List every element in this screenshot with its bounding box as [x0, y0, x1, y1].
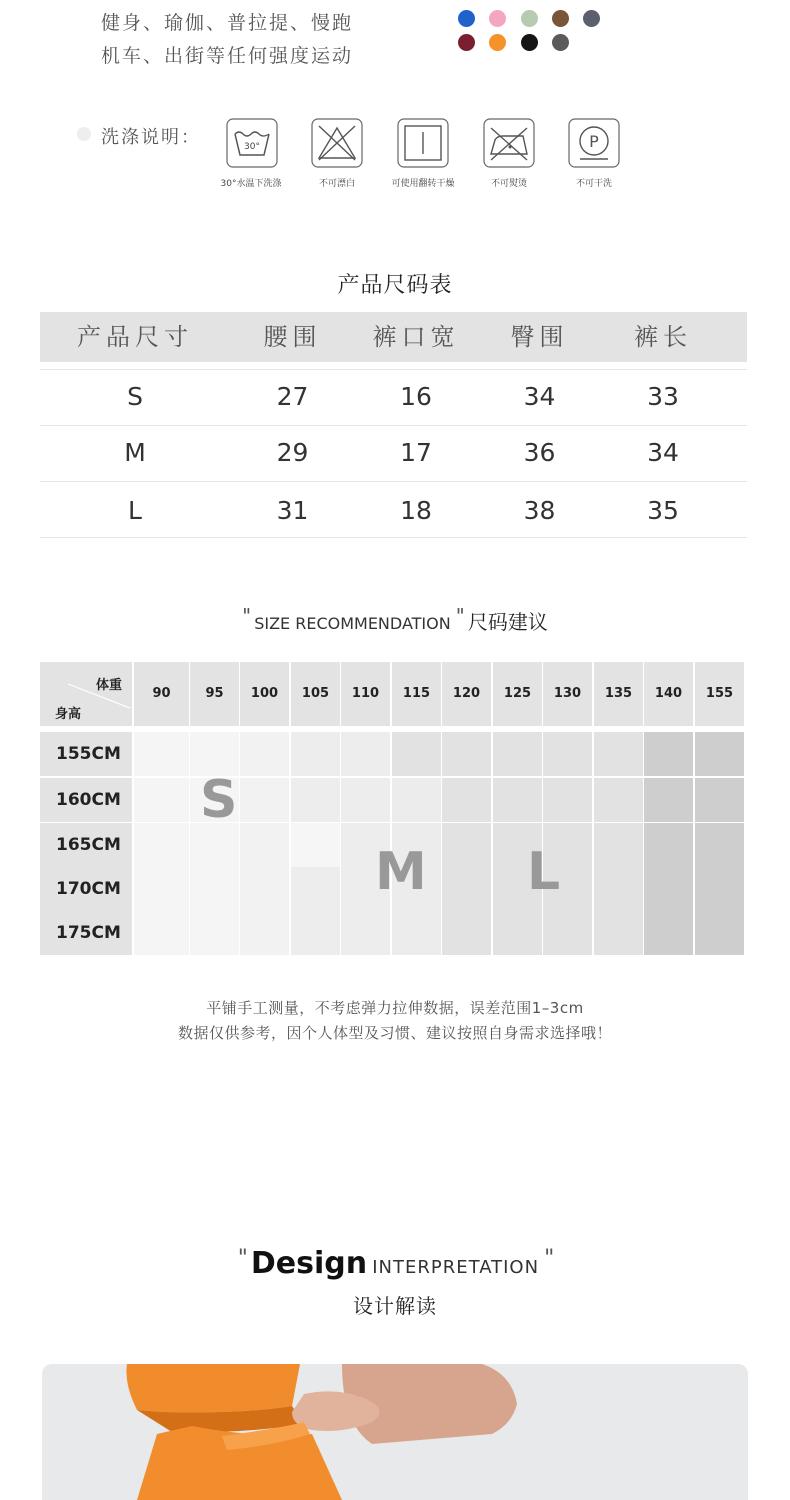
grid-cell: [644, 911, 693, 955]
length-cell: 33: [647, 382, 679, 411]
height-label: 170CM: [56, 879, 121, 899]
color-swatch-orange[interactable]: [489, 34, 506, 51]
grid-cell: [134, 867, 189, 911]
grid-cell: [695, 823, 744, 867]
grid-cell: [594, 823, 643, 867]
wash-caption-no-dry-clean: 不可干洗: [575, 179, 612, 189]
grid-cell: [594, 778, 643, 822]
size-table-title: 产品尺码表: [337, 273, 453, 298]
rec-title-cn: 尺码建议: [467, 610, 548, 634]
length-cell: 35: [647, 496, 679, 525]
grid-cell: [644, 778, 693, 822]
design-en: INTERPRETATION: [372, 1257, 540, 1278]
size-header-waist: 腰围: [263, 323, 322, 351]
size-table-header: [40, 312, 747, 362]
grid-cell: [695, 911, 744, 955]
no-dry-clean-icon: [568, 118, 620, 168]
grid-cell: [695, 867, 744, 911]
grid-cell: [134, 823, 189, 867]
grid-cell: [493, 732, 542, 776]
grid-cell: [134, 732, 189, 776]
color-swatch-burgundy[interactable]: [458, 34, 475, 51]
grid-cell: [291, 911, 340, 955]
table-row: [40, 483, 747, 539]
grid-cell: [493, 778, 542, 822]
note-line-2: 数据仅供参考，因个人体型及习惯、建议按照自身需求选择哦！: [177, 1024, 612, 1042]
rec-title-en: SIZE RECOMMENDATION: [254, 614, 451, 633]
size-header-product-size: 产品尺寸: [77, 323, 193, 351]
product-photo: [42, 1364, 748, 1500]
grid-cell: [190, 867, 239, 911]
grid-cell: [644, 823, 693, 867]
grid-cell: [442, 778, 491, 822]
weight-label: 90: [152, 686, 171, 701]
height-label: 165CM: [56, 835, 121, 855]
tumble-dry-icon: [397, 118, 449, 168]
size-recommendation-title: [0, 606, 790, 635]
weight-label: 140: [654, 686, 683, 701]
wash-caption-30: 30°水温下洗涤: [220, 179, 282, 189]
weight-label: 125: [503, 686, 532, 701]
waist-cell: 31: [276, 496, 309, 525]
size-table-divider: [40, 537, 747, 538]
dry-clean-symbol: P: [589, 132, 599, 151]
corner-diagonal: [40, 662, 132, 726]
waist-cell: 29: [276, 438, 309, 467]
weight-label: 100: [250, 686, 279, 701]
size-cell: S: [127, 382, 143, 411]
height-label: 160CM: [56, 790, 121, 810]
size-cell: M: [124, 438, 146, 467]
weight-label: 105: [301, 686, 330, 701]
grid-cell: [240, 732, 289, 776]
grid-cell: [644, 732, 693, 776]
grid-cell: [291, 778, 340, 822]
grid-cell: [392, 778, 441, 822]
wash-30-icon: [226, 118, 278, 168]
wash-temp: 30°: [244, 142, 260, 152]
wash-caption-no-bleach: 不可漂白: [318, 179, 355, 189]
grid-cell: [695, 732, 744, 776]
quote-close: '': [455, 604, 463, 628]
grid-cell: [594, 732, 643, 776]
quote-open: '': [242, 604, 250, 628]
wash-caption-tumble-dry: 可使用翻转干燥: [391, 179, 455, 189]
grid-cell: [291, 823, 340, 867]
grid-cell: [594, 867, 643, 911]
grid-cell: [341, 732, 390, 776]
grid-cell: [392, 732, 441, 776]
design-quote-close: '': [544, 1246, 553, 1271]
design-quote-open: '': [237, 1246, 246, 1271]
height-label: 175CM: [56, 923, 121, 943]
table-row: [40, 425, 747, 481]
grid-cell: [240, 823, 289, 867]
color-swatch-pink[interactable]: [489, 10, 506, 27]
size-table-divider: [40, 481, 747, 482]
size-header-hip: 臀围: [510, 323, 569, 351]
height-label: 155CM: [56, 744, 121, 764]
grid-cell: [695, 778, 744, 822]
length-cell: 34: [647, 438, 679, 467]
size-header-length: 裤长: [634, 323, 692, 351]
note-line-1: 平铺手工测量，不考虑弹力拉伸数据，误差范围1–3cm: [206, 999, 584, 1017]
size-zone-label: M: [375, 842, 427, 902]
weight-label: 95: [205, 686, 224, 701]
grid-cell: [644, 867, 693, 911]
hip-cell: 36: [523, 438, 556, 467]
weight-label: 135: [604, 686, 633, 701]
grid-cell: [291, 732, 340, 776]
size-recommendation-grid: [40, 662, 748, 959]
grid-cell: [240, 867, 289, 911]
color-swatch-black[interactable]: [521, 34, 538, 51]
hip-cell: 38: [523, 496, 556, 525]
grid-cell: [240, 778, 289, 822]
no-bleach-icon: [311, 118, 363, 168]
grid-cell: [442, 911, 491, 955]
size-zone-label: S: [200, 770, 238, 830]
design-subtitle-cn: 设计解读: [353, 1294, 437, 1318]
color-swatch-blue[interactable]: [458, 10, 475, 27]
grid-cell: [190, 911, 239, 955]
grid-cell: [341, 778, 390, 822]
corner-weight-label: 体重: [96, 678, 123, 693]
weight-label: 115: [402, 686, 431, 701]
model-image: [42, 1364, 748, 1500]
grid-cell: [543, 732, 592, 776]
corner-height-label: 身高: [55, 707, 82, 722]
grid-cell: [543, 778, 592, 822]
color-swatch-brown[interactable]: [552, 10, 569, 27]
grid-cell: [442, 823, 491, 867]
hip-cell: 34: [523, 382, 556, 411]
grid-cell: [493, 911, 542, 955]
hem-cell: 18: [400, 496, 432, 525]
grid-cell: [442, 732, 491, 776]
wash-label: 洗涤说明：: [101, 127, 201, 148]
color-swatch-grey[interactable]: [552, 34, 569, 51]
grid-cell: [291, 867, 340, 911]
grid-cell: [134, 911, 189, 955]
no-iron-icon: [483, 118, 535, 168]
weight-label: 130: [553, 686, 582, 701]
weight-label: 110: [351, 686, 380, 701]
size-zone-label: L: [527, 842, 561, 902]
grid-cell: [594, 911, 643, 955]
waist-cell: 27: [276, 382, 309, 411]
color-swatch-slate[interactable]: [583, 10, 600, 27]
grid-corner: [40, 662, 132, 726]
design-bold: Design: [250, 1246, 368, 1281]
size-cell: L: [128, 496, 142, 525]
grid-cell: [543, 911, 592, 955]
table-row: [40, 369, 747, 425]
weight-label: 120: [452, 686, 481, 701]
size-header-hem-width: 裤口宽: [372, 323, 460, 351]
hem-cell: 17: [400, 438, 432, 467]
grid-cell: [240, 911, 289, 955]
usage-line-2: 机车、出街等任何强度运动: [101, 45, 354, 67]
weight-label: 155: [705, 686, 734, 701]
wash-bullet: [77, 127, 91, 141]
design-title: [0, 1246, 790, 1281]
color-swatch-sage[interactable]: [521, 10, 538, 27]
grid-cell: [134, 778, 189, 822]
usage-line-1: 健身、瑜伽、普拉提、慢跑: [101, 12, 354, 34]
grid-cell: [442, 867, 491, 911]
hem-cell: 16: [400, 382, 432, 411]
grid-cell: [392, 911, 441, 955]
grid-cell: [341, 911, 390, 955]
wash-caption-no-iron: 不可熨烫: [490, 179, 527, 189]
